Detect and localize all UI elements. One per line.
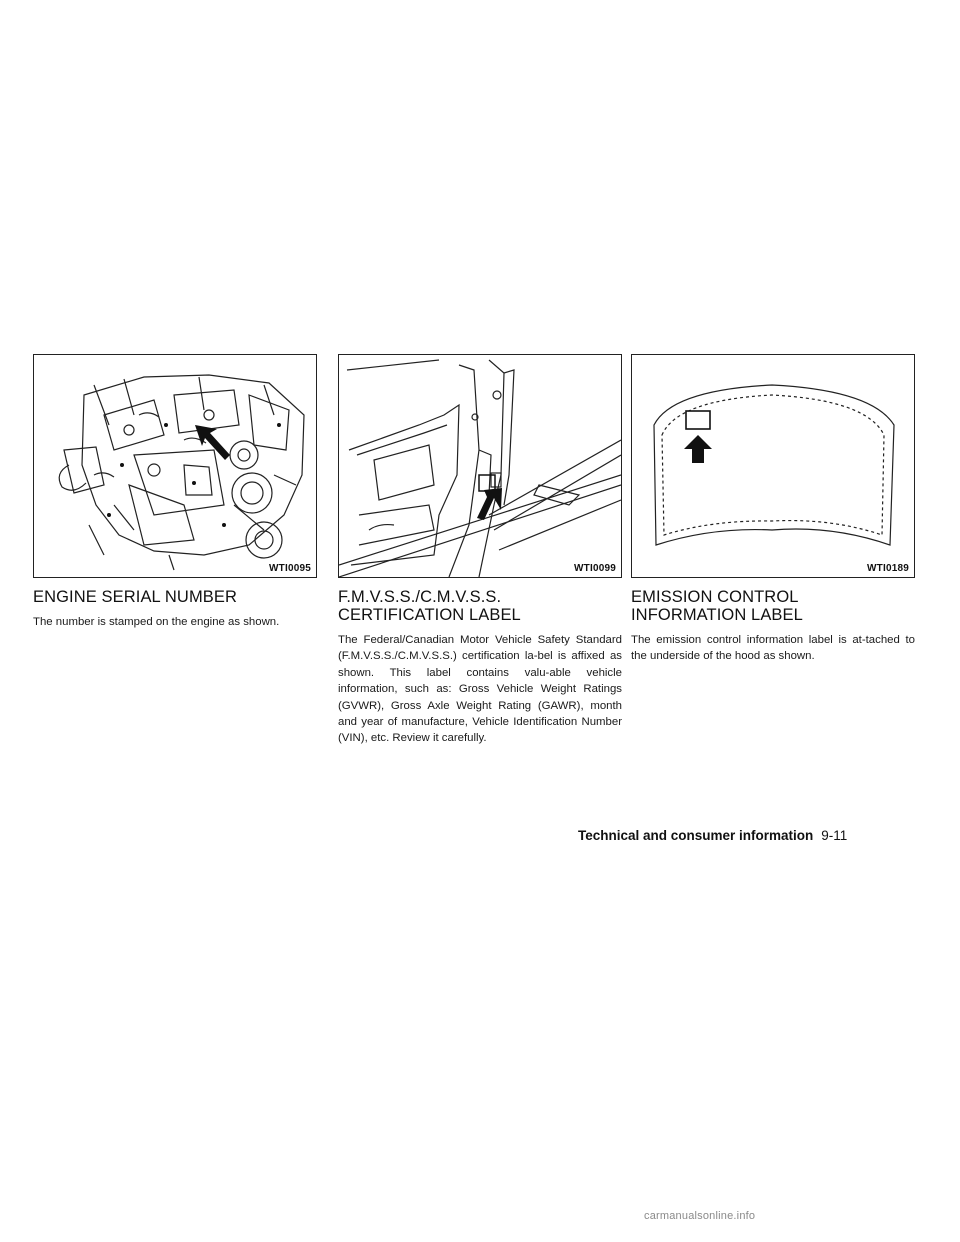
heading-line-2: CERTIFICATION LABEL [338, 606, 521, 624]
figure-code: WTI0099 [574, 563, 616, 574]
page-footer [578, 828, 918, 843]
hood-illustration [632, 355, 914, 577]
section-body: The number is stamped on the engine as shown. [33, 616, 280, 628]
section-heading [33, 588, 317, 606]
watermark: carmanualsonline.info [644, 1210, 756, 1222]
column-certification-label [338, 354, 622, 747]
hood-figure [631, 354, 915, 578]
section-heading [338, 588, 622, 624]
heading-line-2: INFORMATION LABEL [631, 606, 803, 624]
column-emission-label [631, 354, 915, 665]
footer-section-title: Technical and consumer information [578, 828, 814, 843]
door-jamb-illustration [339, 355, 621, 577]
heading-line-1: F.M.V.S.S./C.M.V.S.S. [338, 588, 502, 606]
page-number: 9-11 [821, 828, 848, 843]
heading-text: ENGINE SERIAL NUMBER [33, 588, 238, 606]
figure-code: WTI0189 [867, 563, 909, 574]
section-body: The Federal/Canadian Motor Vehicle Safety Standard (F.M.V.S.S./C.M.V.S.S.) certification la-bel is affixed as shown. This label contains valu-able vehicle information, such as: Gross Vehicle Weight Ratings (GVWR), Gross Axle Weight Rating (GAWR), month and year of manufacture, Vehicle Identification Number (VIN), etc. Review it carefully. [338, 634, 622, 745]
engine-figure [33, 354, 317, 578]
figure-code: WTI0095 [269, 563, 311, 574]
section-body: The emission control information label is at-tached to the underside of the hood as shown. [631, 634, 915, 663]
engine-illustration [34, 355, 316, 577]
heading-line-1: EMISSION CONTROL [631, 588, 799, 606]
column-engine-serial [33, 354, 317, 630]
door-figure [338, 354, 622, 578]
section-heading [631, 588, 915, 624]
